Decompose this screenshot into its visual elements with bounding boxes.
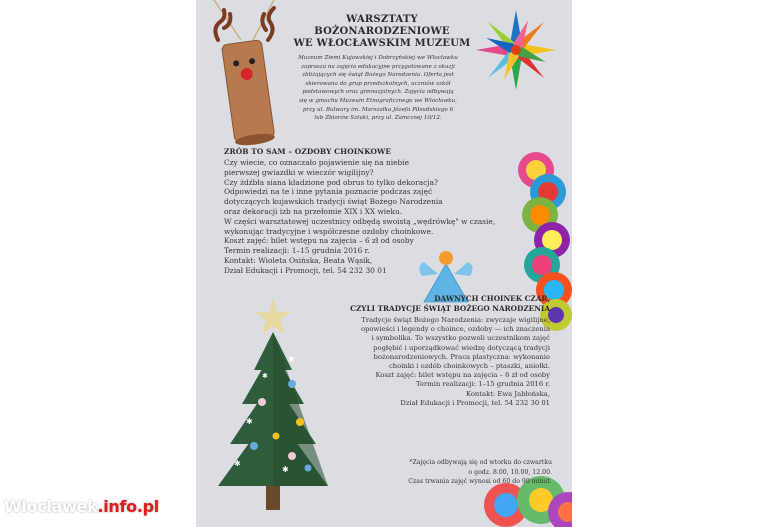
section2-line: i symbolika. To wszystko pozwoli uczestnikom zajęć [371, 334, 550, 343]
section2-line: bożonarodzeniowych. Praca plastyczna: wykonanie [373, 352, 550, 361]
intro-line: przy ul. Bulwary im. Marszałka Józefa Piłsudskiego 6 [302, 106, 454, 113]
svg-text:✱: ✱ [288, 355, 295, 364]
section2-line: Tradycje świąt Bożego Narodzenia: zwyczaje wigilijne, [361, 316, 550, 324]
section2-line: Koszt zajęć: bilet wstępu na zajęcia – 6 zł od osoby [375, 371, 550, 380]
section2-body [304, 316, 550, 408]
section2-line: opowieści i legendy o choince, ozdoby — ich znaczenia [360, 325, 550, 334]
section1-line: Czy wiecie, co oznaczało pojawienie się na niebie [224, 158, 409, 167]
note-line: o godz. 8.00, 10.00, 12.00. [468, 468, 552, 476]
section1-line: Dział Edukacji i Promocji, tel. 54 232 30 01 [224, 265, 387, 275]
watermark-main: Wloclawek [4, 497, 98, 516]
watermark-suffix: .info.pl [97, 497, 159, 516]
section1-line: oraz dekoracji izb na przełomie XIX i XX wieku. [224, 206, 403, 216]
section2-line: Dział Edukacji i Promocji, tel. 54 232 30 01 [400, 398, 550, 407]
intro-line: Muzeum Ziemi Kujawskiej i Dobrzyńskiej we Włocławku [298, 55, 458, 61]
section1-line: Czy źdźbła siana kładzione pod obrus to tylko dekoracja? [224, 177, 438, 187]
section2-heading-line: CZYLI TRADYCJE ŚWIĄT BOŻEGO NARODZENIA [350, 304, 550, 313]
intro-paragraph [289, 54, 467, 123]
section1-line: W części warsztatowej uczestnicy odbędą swoistą „wędrówkę" w czasie, [224, 216, 496, 226]
intro-line: lub Zbiorów Sztuki, przy ul. Zamcznej 10/12. [314, 115, 442, 122]
reindeer-ornament-icon [214, 0, 275, 147]
section2-heading [312, 294, 550, 314]
svg-text:✱: ✱ [282, 465, 289, 474]
svg-text:✱: ✱ [262, 372, 268, 380]
section1-line: Koszt zajęć: bilet wstępu na zajęcia – 6 zł od osoby [224, 236, 414, 246]
section1-line: Odpowiedzi na te i inne pytania poznacie podczas zajęć [224, 187, 433, 197]
section1-line: pierwszej gwiazdki w wieczór wigilijny? [224, 167, 374, 177]
section2-line: choinki i ozdób choinkowych – ptaszki, aniołki. [388, 362, 550, 371]
svg-text:✱: ✱ [246, 417, 253, 426]
note-line: Czas trwania zajęć wynosi od 60 do 90 minut. [408, 478, 552, 486]
poster [196, 0, 572, 527]
title-line: WE WŁOCŁAWSKIM MUZEUM [293, 38, 471, 49]
section1-line: wykonując tradycyjne i współczesne ozdoby choinkowe. [224, 226, 434, 236]
intro-line: zaprasza na zajęcia edukacyjne przygotowane z okazji [301, 63, 455, 70]
section1-line: Termin realizacji: 1–15 grudnia 2016 r. [224, 246, 370, 256]
intro-line: zbliżających się świąt Bożego Narodzenia. Oferta jest [302, 72, 454, 79]
section1-heading: ZRÓB TO SAM – OZDOBY CHOINKOWE [224, 147, 392, 156]
title-line: BOŻONARODZENIOWE [314, 26, 450, 37]
section1-body [224, 158, 496, 276]
section1-line: Kontakt: Wioleta Osińska, Beata Wąsik, [224, 255, 373, 265]
title-line: WARSZTATY [346, 14, 418, 25]
svg-text:✱: ✱ [234, 459, 241, 468]
section2-line: Termin realizacji: 1–15 grudnia 2016 r. [415, 380, 550, 389]
section2-line: pogłębić i uporządkować wiedzę dotyczącą tradycji [373, 343, 550, 352]
paper-star-icon [474, 8, 557, 91]
note-line: *Zajęcia odbywają się od wtorku do czwartku [409, 459, 552, 466]
section2-heading-line: DAWNYCH CHOINEK CZAR, [434, 294, 550, 303]
intro-line: się w gmachu Muzeum Etnograficznego we Włocławku, [299, 97, 457, 104]
intro-line: skierowana do grup przedszkolnych, uczniów szkół [305, 80, 451, 87]
section2-line: Kontakt: Ewa Jabłońska, [465, 389, 550, 398]
schedule-note [356, 458, 552, 487]
poster-title [292, 14, 472, 50]
section1-line: dotyczących kujawskich tradycji świąt Bożego Narodzenia [224, 197, 443, 207]
intro-line: podstawowych oraz gimnazjalnych. Zajęcia odbywają [302, 89, 454, 96]
site-watermark-logo [4, 497, 159, 516]
